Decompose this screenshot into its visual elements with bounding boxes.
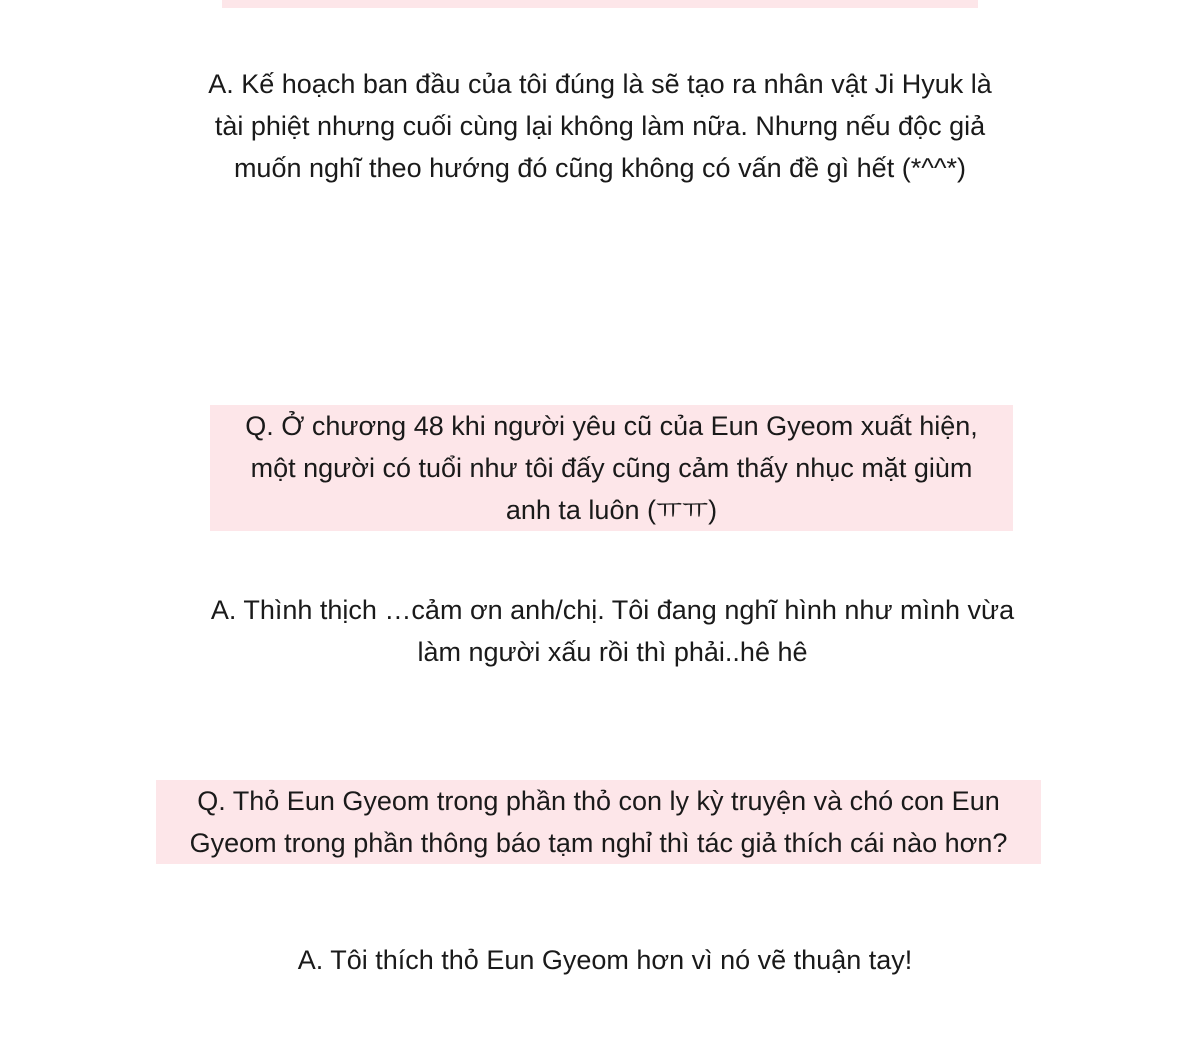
question-line: Q. Thỏ Eun Gyeom trong phần thỏ con ly kỳ truyện và chó con Eun xyxy=(197,786,1000,816)
answer-line: muốn nghĩ theo hướng đó cũng không có vấn đề gì hết (*^^*) xyxy=(233,153,967,183)
question-line: Gyeom trong phần thông báo tạm nghỉ thì tác giả thích cái nào hơn? xyxy=(189,828,1008,858)
previous-question-highlight xyxy=(222,0,978,8)
answer-block xyxy=(150,63,1050,189)
answer-block xyxy=(150,589,1075,673)
answer-line: A. Thình thịch …cảm ơn anh/chị. Tôi đang nghĩ hình như mình vừa xyxy=(210,595,1015,625)
question-line: anh ta luôn (ㅠㅠ) xyxy=(505,495,718,525)
answer-line: A. Kế hoạch ban đầu của tôi đúng là sẽ tạo ra nhân vật Ji Hyuk là xyxy=(208,69,992,99)
answer-line: làm người xấu rồi thì phải..hê hê xyxy=(417,637,808,667)
answer-block xyxy=(150,939,1060,981)
answer-line: tài phiệt nhưng cuối cùng lại không làm nữa. Nhưng nếu độc giả xyxy=(214,111,986,141)
question-line: một người có tuổi như tôi đấy cũng cảm thấy nhục mặt giùm xyxy=(250,453,973,483)
question-block xyxy=(210,405,1013,531)
question-block xyxy=(156,780,1041,864)
answer-line: A. Tôi thích thỏ Eun Gyeom hơn vì nó vẽ thuận tay! xyxy=(297,945,913,975)
question-line: Q. Ở chương 48 khi người yêu cũ của Eun Gyeom xuất hiện, xyxy=(245,411,978,441)
